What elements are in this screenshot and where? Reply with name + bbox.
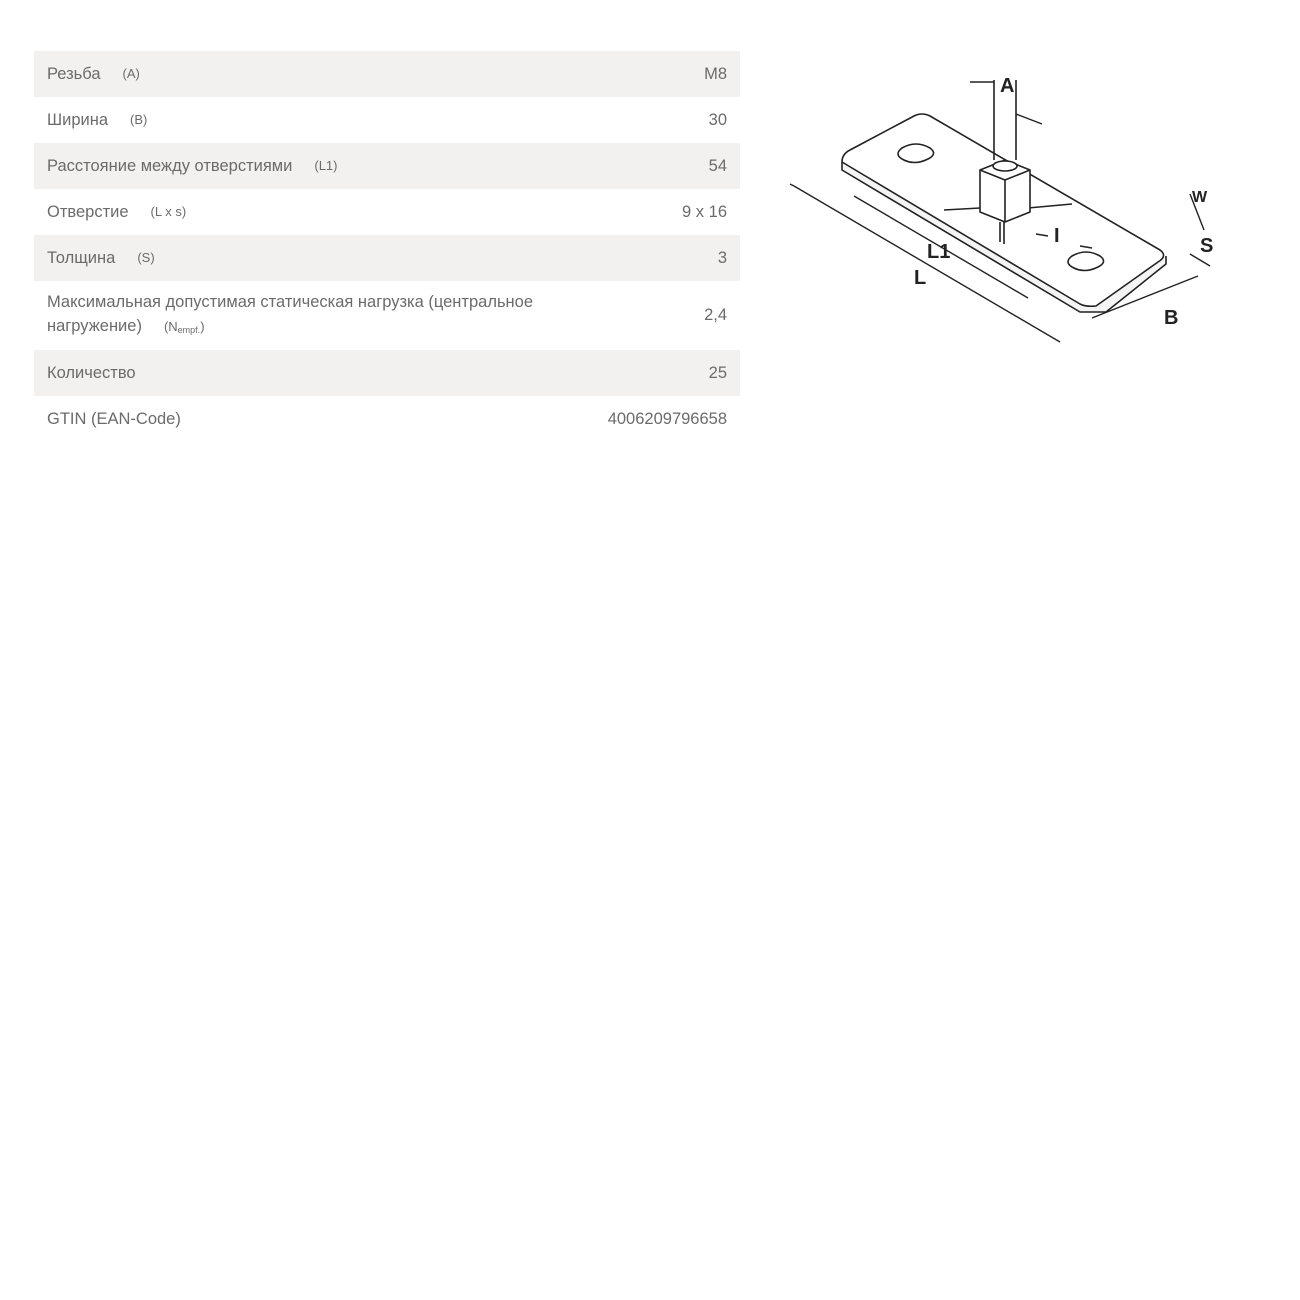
spec-row-gtin [34, 396, 740, 442]
spec-row-quantity [34, 350, 740, 396]
spec-label: Толщина [47, 249, 116, 267]
spec-symbol: (A) [122, 66, 140, 81]
spec-value: 4006209796658 [607, 409, 727, 428]
drawing-label-s: S [1200, 235, 1214, 257]
drawing-label-l1: L1 [927, 241, 951, 263]
spec-row-max-load [34, 281, 740, 350]
spec-symbol: (L1) [314, 158, 338, 173]
spec-row-thread [34, 51, 740, 97]
spec-label: Резьба [47, 65, 101, 83]
base-plate-drawing [780, 60, 1230, 360]
spec-symbol: (L x s) [150, 204, 187, 219]
spec-symbol: (B) [130, 112, 148, 127]
spec-label: Количество [47, 364, 136, 382]
drawing-label-w: W [1192, 189, 1208, 206]
spec-label: Отверстие [47, 203, 129, 221]
drawing-label-i: I [1054, 225, 1060, 247]
spec-row-thickness [34, 235, 740, 281]
drawing-label-l: L [914, 267, 927, 289]
spec-table [34, 51, 740, 442]
spec-row-width [34, 97, 740, 143]
spec-label: Расстояние между отверстиями [47, 157, 293, 175]
spec-symbol: $(N_{empf.})$ [163, 318, 205, 335]
spec-row-hole-distance [34, 143, 740, 189]
spec-value: 3 [717, 248, 727, 267]
spec-value: 54 [708, 156, 727, 175]
spec-label: Ширина [47, 111, 109, 129]
drawing-label-b: B [1164, 307, 1179, 329]
spec-symbol: (S) [137, 250, 155, 265]
drawing-label-a: A [1000, 75, 1015, 97]
spec-value: M8 [704, 64, 727, 83]
spec-value: 2,4 [704, 306, 727, 324]
spec-row-hole [34, 189, 740, 235]
spec-value: 25 [708, 363, 727, 382]
spec-value: 30 [708, 110, 727, 129]
spec-label: GTIN (EAN-Code) [47, 410, 181, 428]
spec-value: 9 x 16 [682, 202, 727, 221]
spec-label: Максимальная допустимая статическая нагрузка (центральное нагружение) [47, 292, 534, 335]
